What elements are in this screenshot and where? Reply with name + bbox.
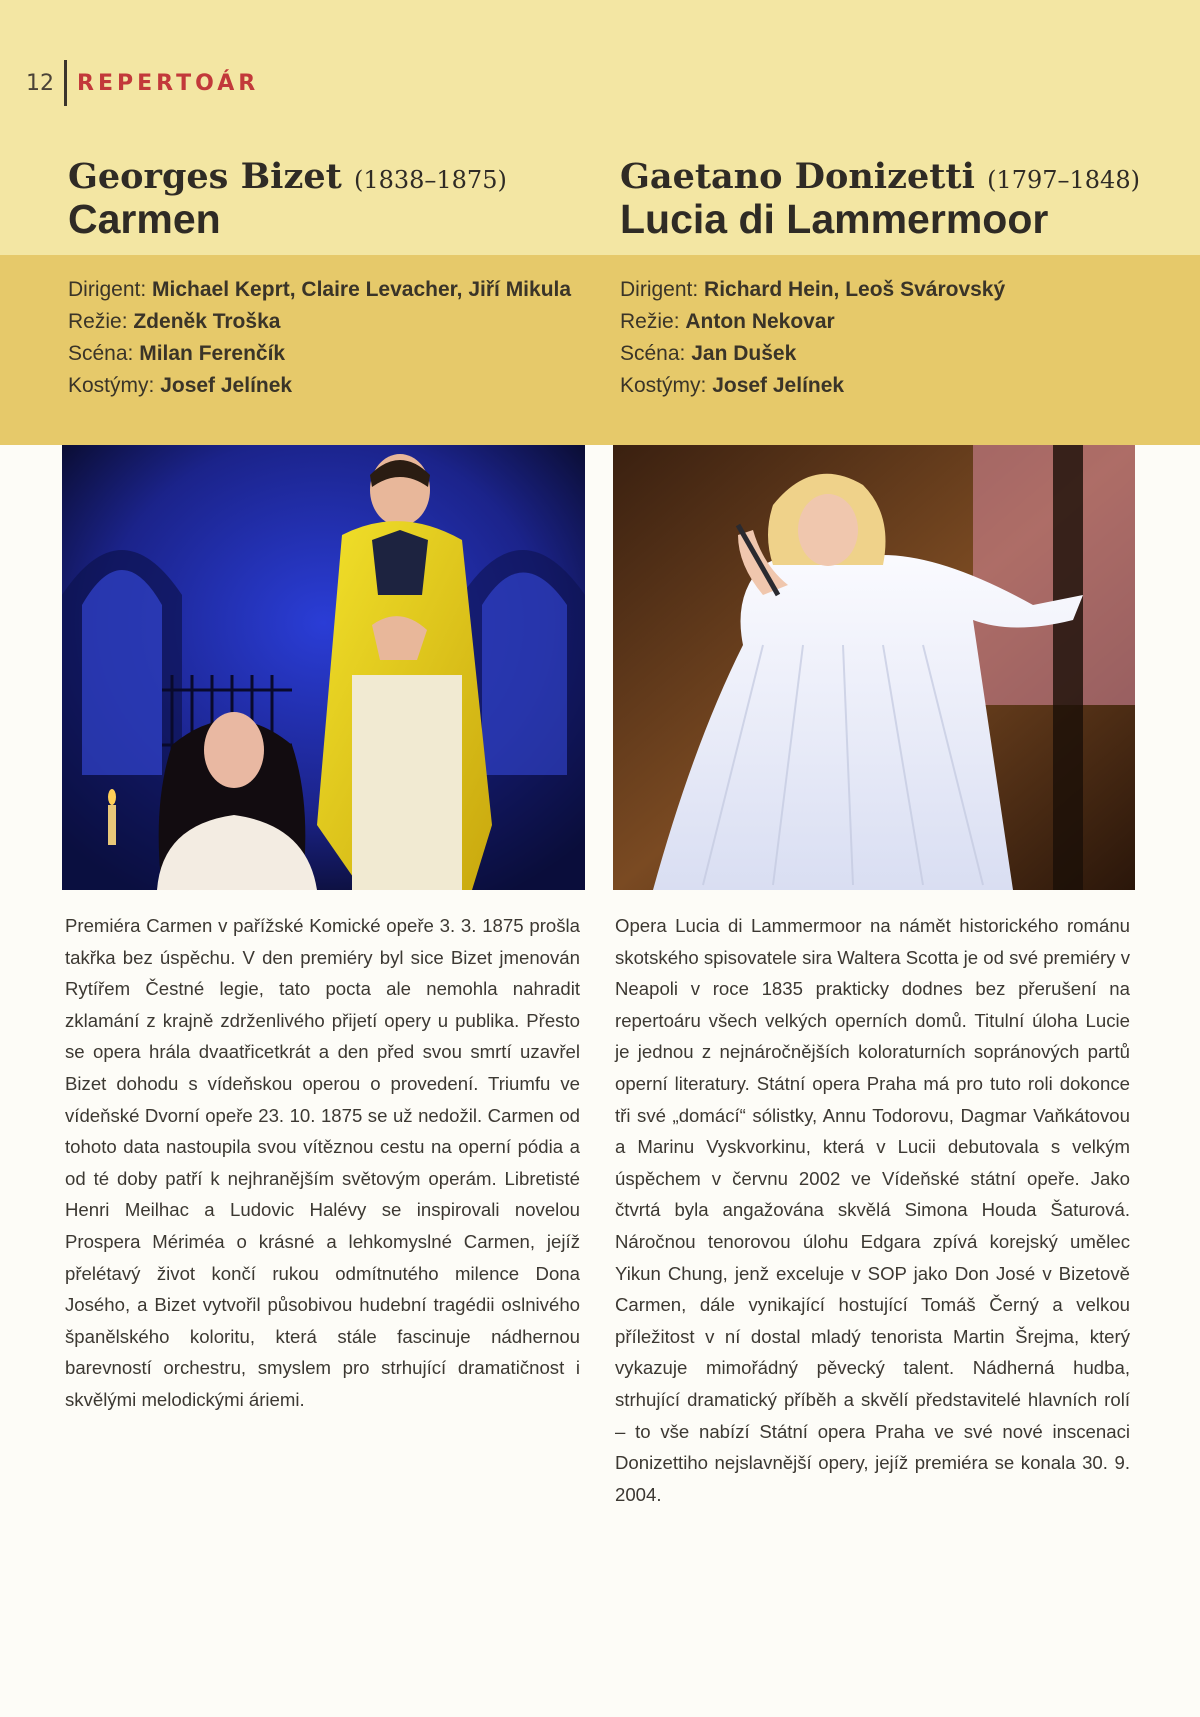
section-title: REPERTOÁR [77,70,260,96]
credit-conductor [68,274,571,306]
credit-label: Dirigent: [620,278,705,301]
page-header [26,60,259,106]
page-number: 12 [26,70,54,96]
carmen-description: Premiéra Carmen v pařížské Komické opeře 3. 3. 1875 prošla takřka bez úspěchu. V den premiéry byl sice Bizet jmenován Rytířem Čestné legie, tato pocta ale nemohla nahradit zklamání z krajně zdrženlivého přijetí opery u publika. Přesto se opera hrála dvaatřicetkrát a den před svou smrtí uzavřel Bizet dohodu s vídeňskou operou o provedení. Triumfu ve vídeňské Dvorní opeře 23. 10. 1875 se už nedožil. Carmen od tohoto data nastoupila svou vítěznou cestu na operní pódia a od té doby patří k nejhranějším světovým operám. Libretisté Henri Meilhac a Ludovic Halévy se inspirovali novelou Prospera Mériméa o krásné a lehkomyslné Carmen, jejíž přelétavý život končí rukou odmítnutého milence Dona Josého, a Bizet vytvořil působivou hudební tragédii oslnivého španělského koloritu, která stále fascinuje nádhernou barevností orchestru, smyslem pro strhující dramatičnost i skvělými melodickými áriemi. [65,915,580,1410]
credit-label: Scéna: [620,342,692,365]
credit-value: Josef Jelínek [712,374,845,397]
credits-list [68,274,571,402]
composer-name [68,156,507,197]
opera-title: Lucia di Lammermoor [620,196,1049,242]
credit-costumes [620,370,1005,402]
credit-conductor [620,274,1005,306]
lucia-photo-illustration [613,445,1135,890]
credit-value: Milan Ferenčík [139,342,286,365]
credit-value: Richard Hein, Leoš Svárovský [704,278,1006,301]
credit-value: Zdeněk Troška [133,310,281,333]
credit-label: Režie: [68,310,134,333]
credit-set-design [68,338,571,370]
credit-value: Jan Dušek [691,342,797,365]
composer-years: (1797–1848) [987,166,1140,194]
composer-years: (1838–1875) [353,166,507,194]
carmen-stage-photo [62,445,585,890]
composer-name-text: Georges Bizet [68,156,342,197]
credit-costumes [68,370,571,402]
credit-value: Michael Keprt, Claire Levacher, Jiří Mikula [152,278,572,301]
lucia-description: Opera Lucia di Lammermoor na námět historického románu skotského spisovatele sira Waltera Scotta je od své premiéry v Neapoli v roce 1835 prakticky dodnes bez přerušení na repertoáru všech velkých operních domů. Titulní úloha Lucie je jednou z nejnáročnějších koloraturních sopránových partů operní literatury. Státní opera Praha má pro tuto roli dokonce tři své „domácí“ sólistky, Annu Todorovu, Dagmar Vaňkátovou a Marinu Vyskvorkinu, která v Lucii debutovala s velkým úspěchem v červnu 2002 ve Vídeňské státní opeře. Jako čtvrtá byla angažována skvělá Simona Houda Šaturová. Náročnou tenorovou úlohu Edgara zpívá korejský umělec Yikun Chung, jenž exceluje v SOP jako Don José v Bizetově Carmen, dále vynikající hostující Tomáš Černý a velkou příležitost v ní dostal mladý tenorista Martin Šrejma, který vykazuje mimořádný pěvecký talent. Nádherná hudba, strhující dramatický příběh a skvělí představitelé hlavních rolí – to vše nabízí Státní opera Praha ve své nové inscenaci Donizettiho nejslavnější opery, jejíž premiéra se konala 30. 9. 2004. [615,915,1130,1505]
credit-label: Kostýmy: [620,374,713,397]
credit-label: Dirigent: [68,278,153,301]
credit-label: Scéna: [68,342,140,365]
credit-director [620,306,1005,338]
composer-name-text: Gaetano Donizetti [620,156,975,197]
credit-set-design [620,338,1005,370]
credit-value: Anton Nekovar [685,310,835,333]
header-divider [64,60,67,106]
credit-label: Kostýmy: [68,374,161,397]
carmen-photo-illustration [62,445,585,890]
credit-label: Režie: [620,310,686,333]
credit-director [68,306,571,338]
credits-list [620,274,1005,402]
composer-name [620,156,1140,197]
credit-value: Josef Jelínek [160,374,293,397]
lucia-stage-photo [613,445,1135,890]
opera-title: Carmen [68,196,221,242]
